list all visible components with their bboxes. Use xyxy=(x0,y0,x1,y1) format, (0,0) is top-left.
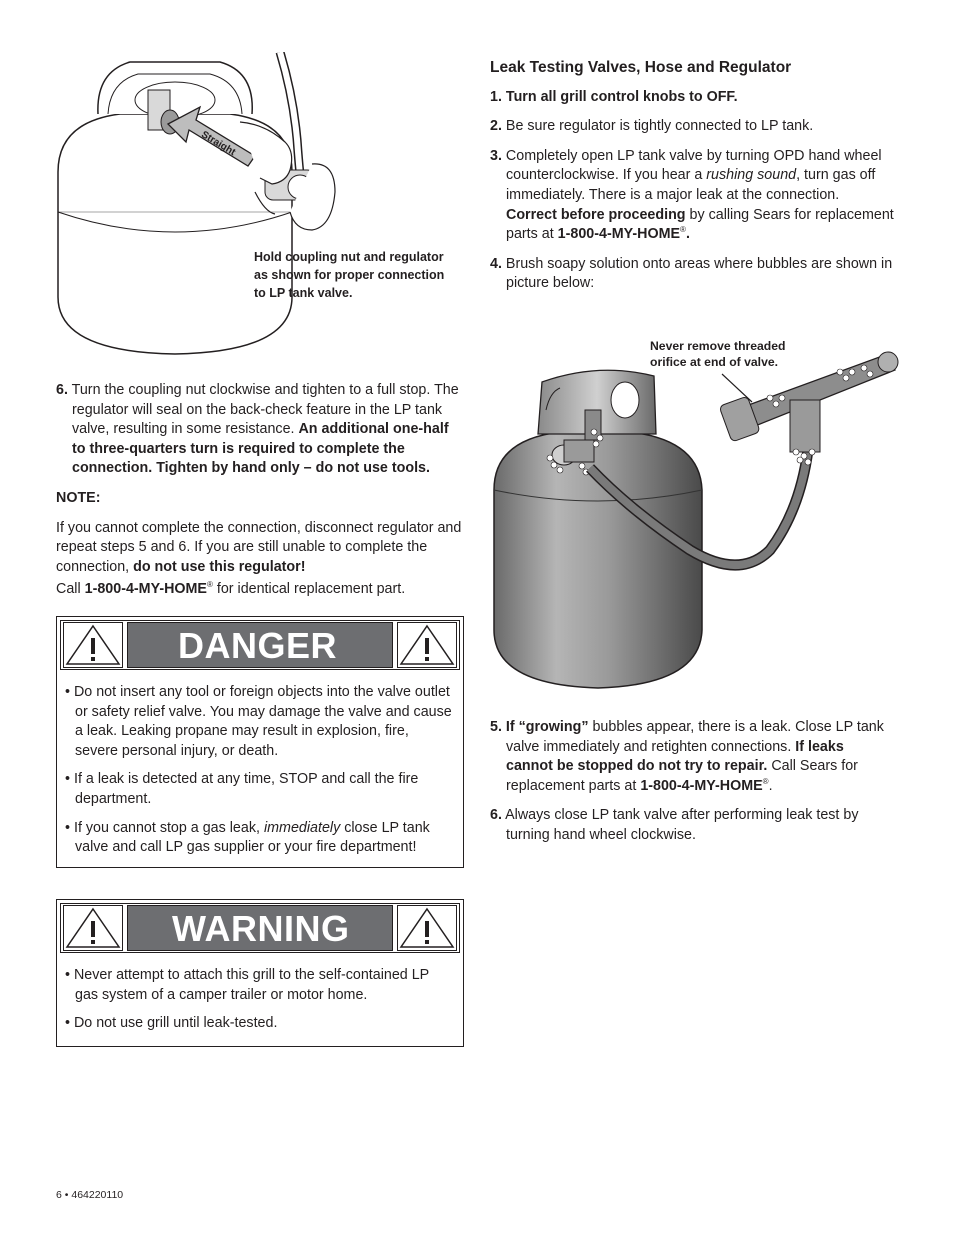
danger-bullet: • Do not insert any tool or foreign objects into the valve outlet or safety relief valve. You may damage the valve and cause a leak. Leaking propane may result in explosion, fire, severe personal injury, or death. xyxy=(65,684,452,759)
step-number: 6. xyxy=(56,382,68,398)
step-4-text: Brush soapy solution onto areas where bubbles are shown in picture below: xyxy=(505,255,893,292)
warning-signal-word: WARNING xyxy=(127,905,393,951)
pointer-line xyxy=(722,374,752,402)
step-5 xyxy=(490,718,894,796)
step-3-text: Completely open LP tank valve by turning OPD hand wheel counterclockwise. If you hear a xyxy=(505,147,882,184)
figure1-caption-line: Hold coupling nut and regulator xyxy=(254,250,444,264)
danger-box xyxy=(56,616,464,868)
step-2 xyxy=(490,117,894,137)
page-footer: 6 • 464220110 xyxy=(56,1189,124,1201)
figure2-caption-line: Never remove threaded xyxy=(650,339,786,353)
step-number: 3. xyxy=(490,147,502,164)
warning-body xyxy=(57,956,463,1044)
figure1-caption-line: as shown for proper connection xyxy=(254,268,445,282)
step-number: 2. xyxy=(490,118,502,135)
danger-bullet xyxy=(65,819,455,858)
call-prefix: Call xyxy=(56,581,81,598)
figure1-caption-line: to LP tank valve. xyxy=(254,286,353,300)
step-5-text: Call Sears for replacement parts at xyxy=(506,758,858,794)
step-number: 6. xyxy=(490,807,502,824)
figure1-caption xyxy=(254,248,464,302)
warning-triangle-icon xyxy=(63,622,123,668)
step-3-bold-text: Correct before proceeding xyxy=(506,206,686,223)
note-heading: NOTE: xyxy=(56,489,101,506)
registered-mark: ® xyxy=(762,776,769,786)
danger-bullet: • If a leak is detected at any time, STOP and call the fire department. xyxy=(65,771,419,807)
step-3-emphasis: rushing sound xyxy=(706,167,797,184)
step-3-text: by calling Sears for replacement parts at xyxy=(506,206,894,243)
step-6 xyxy=(56,381,466,479)
step-2-text: Be sure regulator is tightly connected to LP tank. xyxy=(505,118,814,135)
danger-header xyxy=(60,620,460,670)
tank-connection-illustration xyxy=(50,52,460,357)
registered-mark: ® xyxy=(680,225,686,235)
danger-bullet-emphasis: immediately xyxy=(263,819,341,836)
step-3 xyxy=(490,147,894,245)
step-1: 1. Turn all grill control knobs to OFF. xyxy=(490,88,738,105)
step-5-text: bubbles appear, there is a leak. Close LP tank valve immediately and retighten connections. xyxy=(506,719,884,755)
phone-number: 1-800-4-MY-HOME xyxy=(84,581,207,598)
figure2-caption-line: orifice at end of valve. xyxy=(650,354,779,369)
step-number: 5. If “growing” xyxy=(490,719,589,735)
right-column-bottom xyxy=(490,718,894,846)
right-column-top xyxy=(490,58,894,294)
leak-test-illustration xyxy=(490,340,905,695)
danger-signal-word: DANGER xyxy=(127,622,393,668)
danger-bullet-text: close LP tank valve and call LP gas supplier or your fire department! xyxy=(75,819,430,856)
section-heading: Leak Testing Valves, Hose and Regulator xyxy=(490,59,792,76)
step-5-bold-text: If leaks cannot be stopped do not try to repair. xyxy=(506,738,844,775)
warning-triangle-icon xyxy=(397,905,457,951)
step-number: 4. xyxy=(490,255,502,272)
arrow-label: Straight xyxy=(199,129,238,159)
step-6-right-text: Always close LP tank valve after performing leak test by turning hand wheel clockwise. xyxy=(505,807,859,843)
warning-bullet: • Never attempt to attach this grill to the self-contained LP gas system of a camper trailer or motor home. xyxy=(65,967,429,1003)
note-text-a: If you cannot complete the connection, disconnect regulator and repeat steps 5 and 6. If you are still unable to complete the connection, xyxy=(56,519,462,575)
warning-triangle-icon xyxy=(63,905,123,951)
call-suffix: for identical replacement part. xyxy=(216,581,406,598)
step-3-text: , turn gas off immediately. There is a major leak at the connection. xyxy=(506,167,876,203)
danger-body xyxy=(57,673,463,868)
left-column-steps xyxy=(56,381,466,600)
step-4 xyxy=(490,255,894,294)
step-6-bold-text: An additional one-half to three-quarters turn is required to complete the connection. Tighten by hand only – do not use tools. xyxy=(72,421,449,477)
punctuation: . xyxy=(685,226,690,243)
note-text-bold: do not use this regulator! xyxy=(133,558,306,575)
registered-mark: ® xyxy=(206,580,213,590)
warning-triangle-icon xyxy=(397,622,457,668)
phone-number: 1-800-4-MY-HOME xyxy=(557,226,681,243)
step-6-right xyxy=(490,806,894,845)
phone-number: 1-800-4-MY-HOME xyxy=(640,777,763,794)
warning-header xyxy=(60,903,460,953)
warning-bullet: • Do not use grill until leak-tested. xyxy=(65,1015,278,1032)
note-text xyxy=(56,519,466,578)
warning-box xyxy=(56,899,464,1047)
danger-bullet-text: • If you cannot stop a gas leak, xyxy=(65,819,260,836)
step-6-text: Turn the coupling nut clockwise and tighten to a full stop. The regulator will seal on the back-check feature in the LP tank valve, resulting in some resistance. xyxy=(71,382,459,438)
punctuation: . xyxy=(768,777,773,794)
call-line xyxy=(56,580,466,600)
